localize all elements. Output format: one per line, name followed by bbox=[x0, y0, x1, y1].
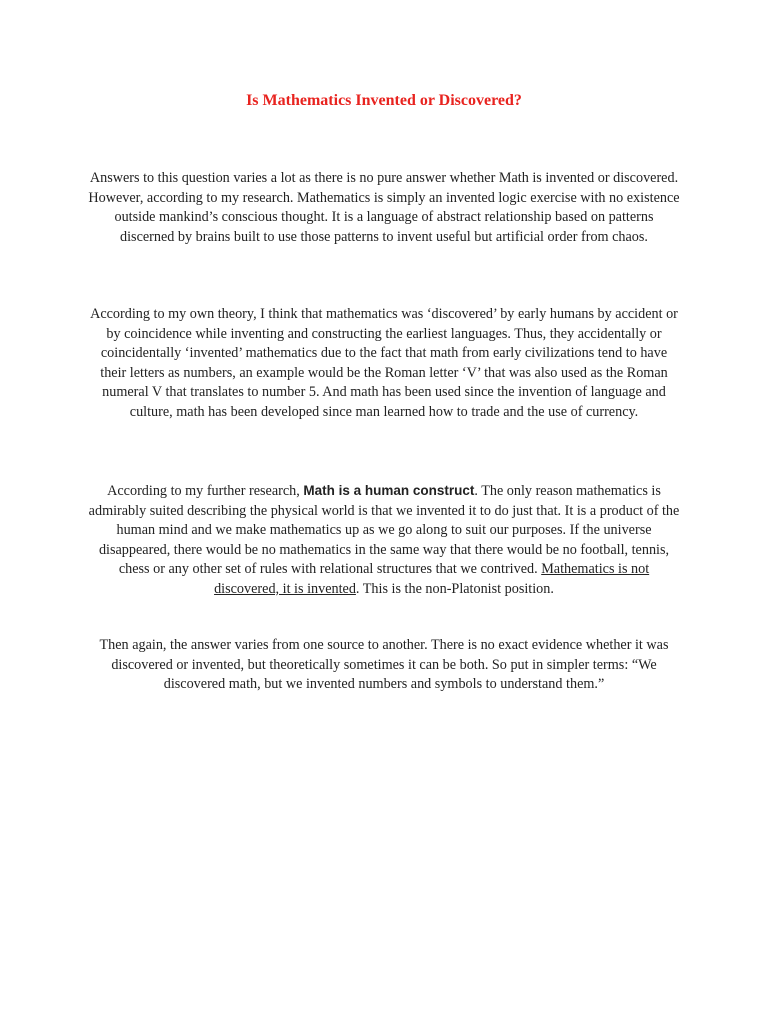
document-title: Is Mathematics Invented or Discovered? bbox=[246, 92, 522, 109]
paragraph-own-theory: According to my own theory, I think that mathematics was ‘discovered’ by early humans by accident or by coincidence while inventing and constructing the earliest languages. Thus, they accidentally or coincidentally ‘invented’ mathematics due to the fact that math from early civilizations tend to have their letters as numbers, an example would be the Roman letter ‘V’ that was also used as the Roman numeral V that translates to number 5. And math has been used since the invention of language and culture, math has been developed since man learned how to trade and the use of currency. bbox=[90, 306, 678, 420]
underlined-claim-text: Mathematics is not discovered, it is invented bbox=[214, 561, 650, 597]
paragraph-further-research bbox=[88, 481, 680, 599]
paragraph-lead-text: According to my further research, bbox=[107, 483, 304, 499]
paragraph-conclusion: Then again, the answer varies from one source to another. There is no exact evidence whether it was discovered or invented, but theoretically sometimes it can be both. So put in simpler terms: “We discovered math, but we invented numbers and symbols to understand them.” bbox=[99, 637, 669, 692]
bold-claim-text: Math is a human construct bbox=[303, 483, 475, 498]
paragraph-intro: Answers to this question varies a lot as there is no pure answer whether Math is invented or discovered. However, according to my research. Mathematics is simply an invented logic exercise with no existence outside mankind’s conscious thought. It is a language of abstract relationship based on patterns discerned by brains built to use those patterns to invent useful but artificial order from chaos. bbox=[88, 170, 680, 245]
paragraph-tail-text: . This is the non-Platonist position. bbox=[355, 580, 554, 597]
paragraph-middle-text: . The only reason mathematics is admirably suited describing the physical world is that we invented it to do just that. It is a product of the human mind and we make mathematics up as we go along to suit our purposes. If the universe disappeared, there would be no mathematics in the same way that there would be no football, tennis, chess or any other set of rules with relational structures that we contrived. bbox=[88, 483, 680, 577]
